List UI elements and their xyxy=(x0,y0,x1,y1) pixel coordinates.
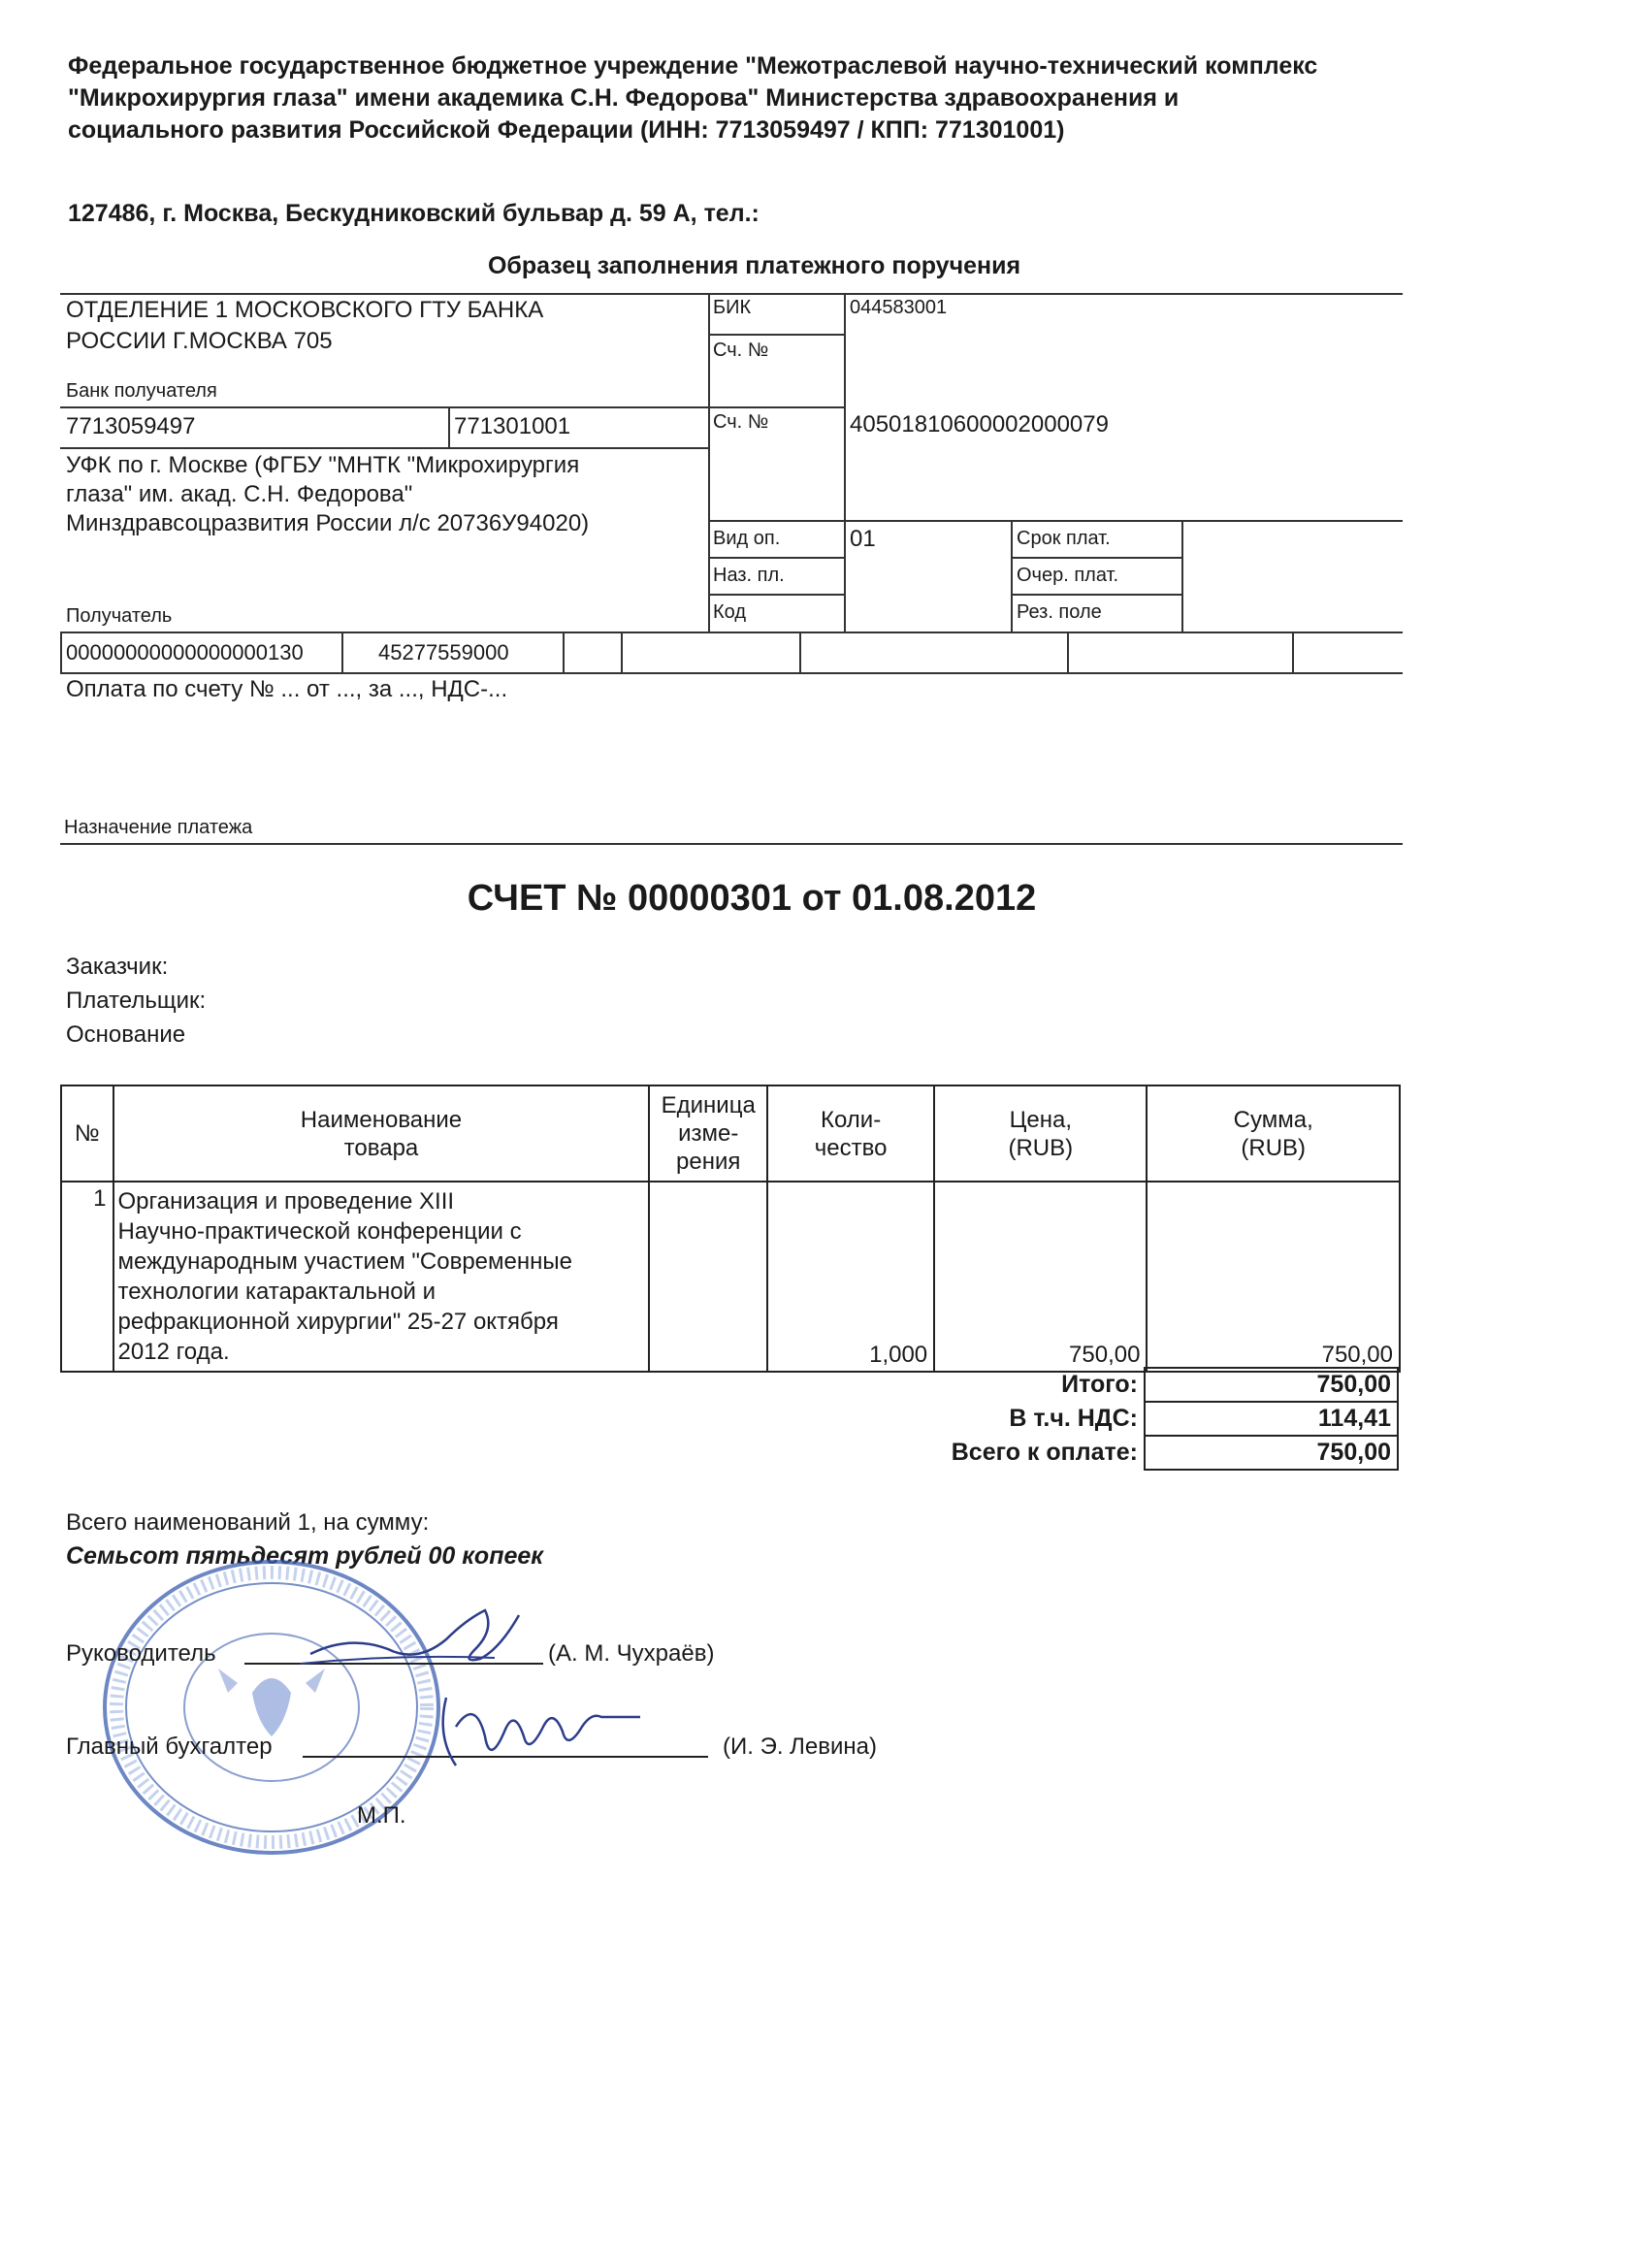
col-num: № xyxy=(61,1085,113,1182)
col-unit: Единица изме- рения xyxy=(649,1085,767,1182)
accountant-label: Главный бухгалтер xyxy=(66,1733,273,1760)
customer-label: Заказчик: xyxy=(66,954,169,980)
organization-address: 127486, г. Москва, Бескудниковский бульвар д. 59 А, тел.: xyxy=(68,200,760,227)
bank-label: Банк получателя xyxy=(66,380,217,402)
col-name: Наименование товара xyxy=(113,1085,650,1182)
director-label: Руководитель xyxy=(66,1640,216,1667)
total-label: Итого: xyxy=(1061,1371,1138,1398)
row-name: Организация и проведение XIII Научно-практической конференции с международным участием "Современные технологии катарактальной и рефракционной хирургии" 25-27 октября 2012 года. xyxy=(113,1182,650,1372)
srok-label: Срок плат. xyxy=(1017,528,1111,549)
bik-value: 044583001 xyxy=(850,297,948,318)
bik-label: БИК xyxy=(713,297,752,318)
kod-label: Код xyxy=(713,601,747,623)
table-row xyxy=(61,1182,1400,1372)
recipient-name-line2: глаза" им. акад. С.Н. Федорова" xyxy=(66,481,413,507)
organization-header: Федеральное государственное бюджетное учреждение "Межотраслевой научно-технический комплекс "Микрохирургия глаза" имени академика С.Н. Федорова" Министерства здравоохранения и социального развития Российской Федерации (ИНН: 7713059497 / КПП: 771301001) xyxy=(68,52,1318,144)
oktmo-value: 45277559000 xyxy=(378,640,509,664)
row-unit xyxy=(649,1182,767,1372)
accountant-signature-icon xyxy=(417,1678,669,1785)
payment-order-form xyxy=(60,293,1403,674)
totals-table xyxy=(854,1367,1399,1471)
bank-name-line2: РОССИИ Г.МОСКВА 705 xyxy=(66,328,333,354)
rez-label: Рез. поле xyxy=(1017,601,1102,623)
recipient-name: УФК по г. Москве (ФГБУ "МНТК "Микрохирургия xyxy=(66,452,580,478)
vid-op-label: Вид оп. xyxy=(713,528,781,549)
row-sum: 750,00 xyxy=(1147,1182,1400,1372)
row-num: 1 xyxy=(61,1182,113,1372)
row-price: 750,00 xyxy=(934,1182,1147,1372)
payment-purpose: Оплата по счету № ... от ..., за ..., НДС-... xyxy=(66,676,508,702)
due-value: 750,00 xyxy=(1145,1436,1398,1470)
recipient-name-line3: Минздравсоцразвития России л/с 20736У94020) xyxy=(66,510,590,536)
payment-form-title: Образец заполнения платежного поручения xyxy=(487,252,1021,279)
kbk-value: 00000000000000000130 xyxy=(66,640,304,664)
recipient-label: Получатель xyxy=(66,605,173,627)
total-value: 750,00 xyxy=(1145,1368,1398,1402)
basis-label: Основание xyxy=(66,1021,186,1048)
invoice-title: СЧЕТ № 00000301 от 01.08.2012 xyxy=(467,878,1037,919)
account-value: 40501810600002000079 xyxy=(850,411,1109,437)
account-label: Сч. № xyxy=(713,411,769,433)
items-count-summary: Всего наименований 1, на сумму: xyxy=(66,1509,430,1536)
amount-in-words: Семьсот пятьдесят рублей 00 копеек xyxy=(66,1542,543,1570)
director-name: (А. М. Чухраёв) xyxy=(548,1640,715,1667)
payment-purpose-label: Назначение платежа xyxy=(64,817,253,838)
inn-value: 7713059497 xyxy=(66,413,196,439)
vat-label: В т.ч. НДС: xyxy=(1009,1405,1138,1432)
col-price: Цена, (RUB) xyxy=(934,1085,1147,1182)
ocher-label: Очер. плат. xyxy=(1017,565,1119,586)
col-qty: Коли- чество xyxy=(767,1085,934,1182)
bank-name: ОТДЕЛЕНИЕ 1 МОСКОВСКОГО ГТУ БАНКА xyxy=(66,297,544,323)
director-signature-icon xyxy=(291,1586,582,1693)
kpp-value: 771301001 xyxy=(454,413,571,439)
items-table xyxy=(60,1085,1401,1373)
naz-pl-label: Наз. пл. xyxy=(713,565,785,586)
corr-account-label: Сч. № xyxy=(713,340,769,361)
row-qty: 1,000 xyxy=(767,1182,934,1372)
vid-op-value: 01 xyxy=(850,526,876,552)
accountant-name: (И. Э. Левина) xyxy=(723,1733,878,1760)
payer-label: Плательщик: xyxy=(66,988,207,1014)
due-label: Всего к оплате: xyxy=(951,1439,1138,1466)
col-sum: Сумма, (RUB) xyxy=(1147,1085,1400,1182)
stamp-place-label: М.П. xyxy=(357,1802,406,1829)
vat-value: 114,41 xyxy=(1145,1402,1398,1436)
divider xyxy=(60,843,1403,845)
